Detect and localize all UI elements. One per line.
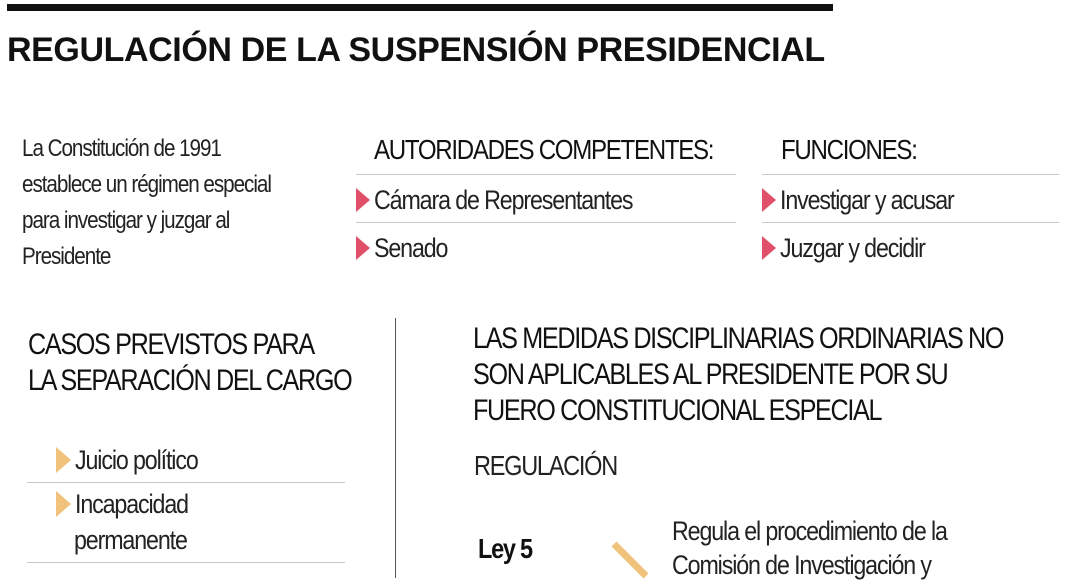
caso-label: permanente xyxy=(74,524,187,555)
autoridad-label: Cámara de Representantes xyxy=(374,184,633,215)
autoridad-item xyxy=(356,176,675,224)
triangle-bullet-icon xyxy=(762,236,776,260)
divider xyxy=(762,222,1059,223)
funcion-item xyxy=(762,224,948,272)
diagonal-slash-icon xyxy=(610,540,650,580)
regulacion-descripcion: Regula el procedimiento de la Comisión de Investigación y xyxy=(672,516,947,580)
divider xyxy=(762,174,1059,175)
funciones-heading: FUNCIONES: xyxy=(781,134,917,165)
vertical-divider xyxy=(395,318,396,578)
casos-heading-line2: LA SEPARACIÓN DEL CARGO xyxy=(28,364,352,397)
divider xyxy=(356,222,736,223)
funcion-item xyxy=(762,176,982,224)
casos-heading xyxy=(28,327,364,399)
triangle-bullet-icon xyxy=(56,491,71,517)
caso-label: Incapacidad xyxy=(75,488,188,519)
triangle-bullet-icon xyxy=(356,236,370,260)
medidas-heading: LAS MEDIDAS DISCIPLINARIAS ORDINARIAS NO SON APLICABLES AL PRESIDENTE POR SU FUERO CONSTITUCIONAL ESPECIAL xyxy=(473,322,1004,427)
triangle-bullet-icon xyxy=(762,188,776,212)
caso-item xyxy=(56,436,218,484)
regulacion-label: REGULACIÓN xyxy=(474,450,617,481)
caso-label: Juicio político xyxy=(75,444,198,475)
triangle-bullet-icon xyxy=(356,188,370,212)
autoridad-label: Senado xyxy=(374,232,448,263)
autoridad-item xyxy=(356,224,459,272)
divider xyxy=(27,562,345,563)
top-rule xyxy=(7,4,833,11)
funcion-label: Investigar y acusar xyxy=(780,184,954,215)
funcion-label: Juzgar y decidir xyxy=(780,232,925,263)
divider xyxy=(356,174,736,175)
triangle-bullet-icon xyxy=(56,447,71,473)
page-title: REGULACIÓN DE LA SUSPENSIÓN PRESIDENCIAL xyxy=(7,31,825,69)
ley-label: Ley 5 xyxy=(478,533,532,564)
autoridades-heading: AUTORIDADES COMPETENTES: xyxy=(374,134,714,165)
caso-item-continuation xyxy=(74,516,205,564)
intro-text: La Constitución de 1991 establece un régimen especial para investigar y juzgar al Presidente xyxy=(22,135,271,270)
casos-heading-line1: CASOS PREVISTOS PARA xyxy=(28,328,314,361)
